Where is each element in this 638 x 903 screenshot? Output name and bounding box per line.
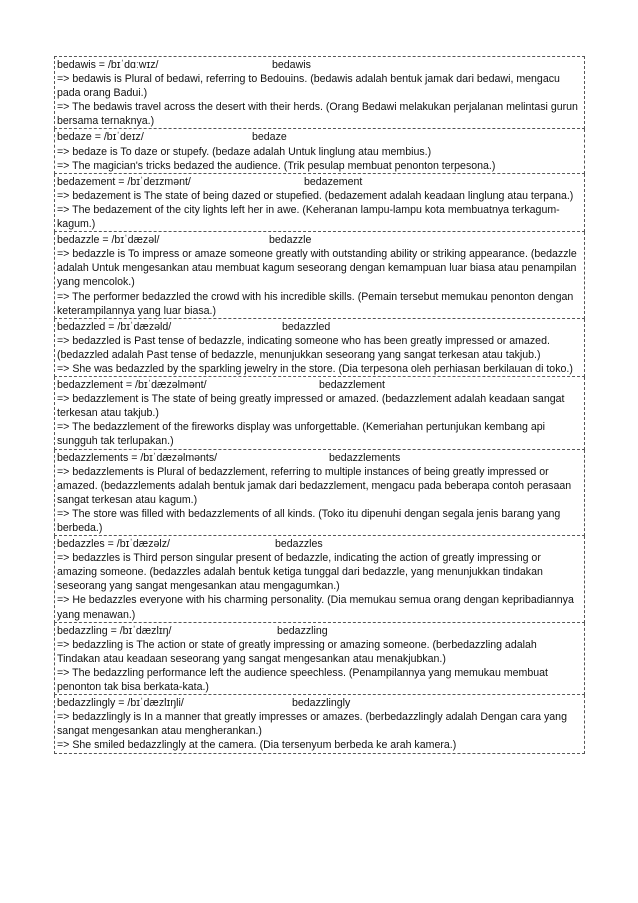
entry-pronunciation: bedazzlingly = /bɪˈdæzlɪŋli/ [57,697,184,710]
entry-definition: => bedazzled is Past tense of bedazzle, indicating someone who has been greatly impressed or amazed. (bedazzled adalah Past tense of bedazzle, menunjukkan seseorang yang sangat terkesan atau takjub.) [57,334,550,361]
entry-headline [57,130,582,144]
entry-example: => She smiled bedazzlingly at the camera. (Dia tersenyum berbeda ke arah kamera.) [57,739,457,752]
entry-word: bedazement [304,175,363,188]
entry-bedazzling [54,623,585,695]
entry-bedazzles [54,536,585,623]
entry-headline [57,696,582,710]
entry-definition: => bedazzles is Third person singular present of bedazzle, indicating the action of greatly impressing or amazing someone. (bedazzles adalah bentuk ketiga tunggal dari bedazzle, yang menunjukkan tindakan seseorang yang sangat mengesankan atau mengagumkan.) [57,552,543,593]
entry-definition: => bedazzlements is Plural of bedazzlement, referring to multiple instances of being greatly impressed or amazed. (bedazzlements adalah bentuk jamak dari bedazzlement, mengacu pada beberapa contoh perasaan sangat terkesan atau kagum.) [57,465,572,506]
entry-example: => The bedazement of the city lights left her in awe. (Keheranan lampu-lampu kota membuatnya terkagum-kagum.) [57,203,560,231]
entry-bedazzled [54,319,585,377]
entry-pronunciation: bedaze = /bɪˈdeɪz/ [57,131,144,144]
entry-definition: => bedazement is The state of being dazed or stupefied. (bedazement adalah keadaan linglung atau terpana.) [57,189,574,202]
entry-word: bedazzle [269,234,312,247]
entry-example: => The bedazzlement of the fireworks display was unforgettable. (Kemeriahan pertunjukan kembang api sungguh tak terlupakan.) [57,421,545,448]
entry-example: => The store was filled with bedazzlements of all kinds. (Toko itu dipenuhi dengan segala jenis barang yang berbeda.) [57,507,561,534]
entry-word: bedawis [272,59,311,71]
entry-headline [57,175,582,189]
entry-word: bedazzled [282,320,331,333]
entry-bedazement [54,174,585,232]
entry-bedazzle [54,232,585,319]
entry-pronunciation: bedazzlements = /bɪˈdæzəlmənts/ [57,451,218,464]
entry-example: => He bedazzles everyone with his charming personality. (Dia memukau semua orang dengan kepribadiannya yang menawan.) [57,594,574,621]
entry-headline [57,378,582,392]
entry-headline [57,537,582,551]
dictionary-page [54,56,585,754]
entry-example: => The bedazzling performance left the audience speechless. (Penampilannya yang memukau membuat penonton tak bisa berkata-kata.) [57,666,548,694]
entry-bedazzlement [54,377,585,449]
entry-headline [57,233,582,247]
entry-word: bedazzles [275,538,323,551]
entry-definition: => bedaze is To daze or stupefy. (bedaze adalah Untuk linglung atau membius.) [57,145,432,158]
entry-definition: => bedawis is Plural of bedawi, referring to Bedouins. (bedawis adalah bentuk jamak dari bedawi, mengacu pada orang Badui.) [57,73,560,100]
entry-pronunciation: bedawis = /bɪˈdɑːwɪz/ [57,59,159,71]
entry-bedazzlingly [54,695,585,753]
entry-headline [57,624,582,638]
entry-example: => She was bedazzled by the sparkling jewelry in the store. (Dia terpesona oleh perhiasan berkilauan di toko.) [57,362,573,375]
entry-pronunciation: bedazzlement = /bɪˈdæzəlmənt/ [57,379,207,392]
entry-headline [57,451,582,465]
entry-pronunciation: bedazzles = /bɪˈdæzəlz/ [57,538,171,551]
entry-word: bedazzlements [329,451,401,464]
entry-example: => The bedawis travel across the desert with their herds. (Orang Bedawi melakukan perjalanan melintasi gurun bersama ternaknya.) [57,101,578,128]
entry-pronunciation: bedazzling = /bɪˈdæzlɪŋ/ [57,624,172,637]
entry-example: => The performer bedazzled the crowd with his incredible skills. (Pemain tersebut memukau penonton dengan keterampilannya yang luar biasa.) [57,290,574,317]
entry-bedawis [54,56,585,129]
entry-word: bedazzling [277,624,328,637]
entry-pronunciation: bedazement = /bɪˈdeɪzmənt/ [57,175,191,188]
entry-headline [57,320,582,334]
entry-bedaze [54,129,585,173]
entry-example: => The magician's tricks bedazed the audience. (Trik pesulap membuat penonton terpesona.) [57,159,496,172]
entry-definition: => bedazzlement is The state of being greatly impressed or amazed. (bedazzlement adalah keadaan sangat terkesan atau takjub.) [57,393,565,420]
entry-word: bedazzlement [319,379,385,392]
entry-definition: => bedazzlingly is In a manner that greatly impresses or amazes. (berbedazzlingly adalah Dengan cara yang sangat mengesankan atau mengherankan.) [57,711,567,738]
entry-headline [57,58,582,72]
entry-word: bedazzlingly [292,697,351,710]
entry-definition: => bedazzle is To impress or amaze someone greatly with outstanding ability or striking appearance. (bedazzle adalah Untuk mengesankan atau membuat kagum seseorang dengan kemampuan luar biasa atau penampilan yang mencolok.) [57,248,577,289]
entry-word: bedaze [252,131,287,144]
entry-pronunciation: bedazzle = /bɪˈdæzəl/ [57,234,160,247]
entry-bedazzlements [54,450,585,537]
entry-definition: => bedazzling is The action or state of greatly impressing or amazing someone. (berbedazzling adalah Tindakan atau keadaan seseorang yang sangat mengesankan atau menakjubkan.) [57,638,537,665]
entry-pronunciation: bedazzled = /bɪˈdæzəld/ [57,320,172,333]
